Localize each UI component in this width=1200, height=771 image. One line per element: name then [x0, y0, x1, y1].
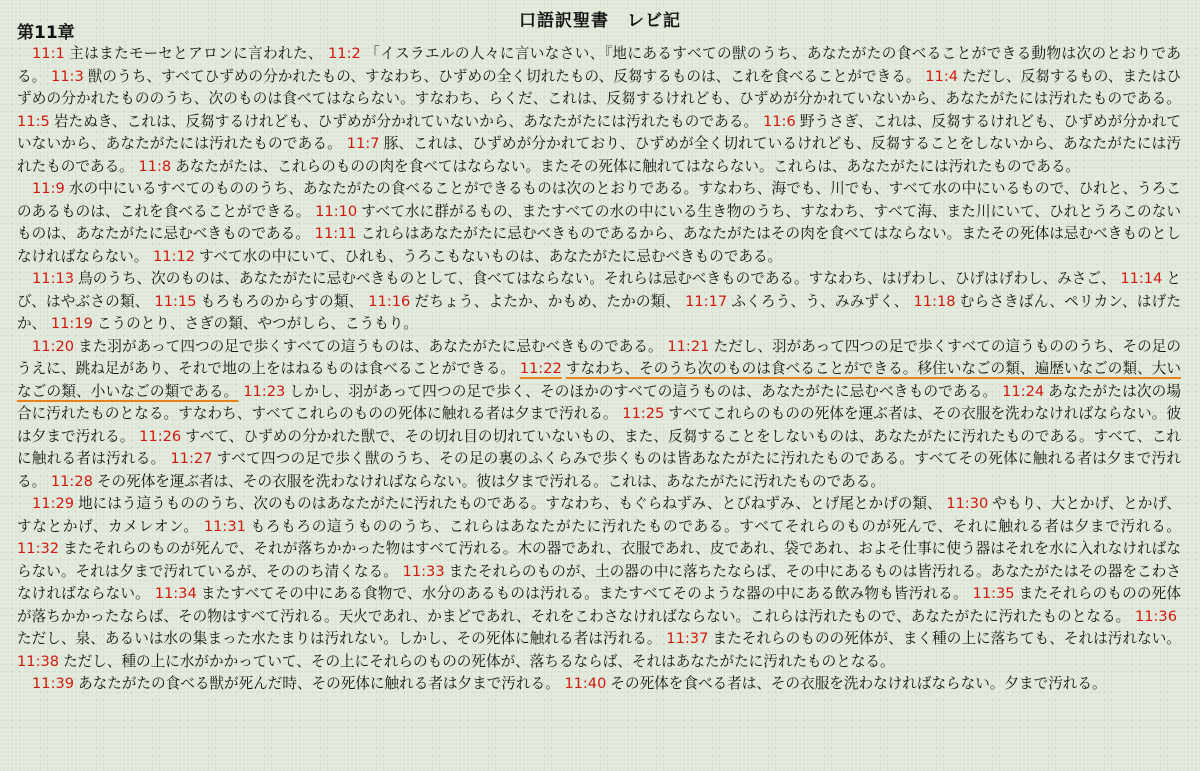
verse-text: だちょう、よたか、かもめ、たかの類、 — [414, 292, 681, 310]
verse-number[interactable]: 11:16 — [368, 292, 411, 310]
verse-number[interactable]: 11:13 — [32, 270, 75, 287]
verse-number[interactable]: 11:17 — [685, 292, 728, 310]
verse-number[interactable]: 11:6 — [762, 112, 796, 130]
verse — [32, 675, 560, 692]
verse-text: またそれらのものが、土の器の中に落ちたならば、その中にあるものは皆汚れる。あなたがたはその器をこわさなければならない。 — [17, 562, 1181, 602]
verse-number[interactable]: 11:36 — [1134, 607, 1177, 625]
verse-text: ふくろう、う、みみずく、 — [731, 292, 909, 310]
verse-number[interactable]: 11:7 — [346, 135, 380, 152]
verse-text: また羽があって四つの足で歩くすべての這うものは、あなたがたに忌むべきものである。 — [78, 337, 663, 355]
verse-text: すなわち、そのうち次のものは食べることができる。移住いなごの類、遍歴いなごの類、大いなごの類、小いなごの類である。 — [17, 360, 1181, 400]
verse-text: すべて四つの足で歩く獣のうち、その足の裏のふくらみで歩くものは皆あなたがたに汚れたものである。すべてその死体に触れる者は夕まで汚れる。 — [17, 450, 1181, 490]
verse — [17, 113, 758, 130]
verse-number[interactable]: 11:38 — [17, 652, 60, 670]
verse — [51, 68, 921, 85]
verse-number[interactable]: 11:8 — [138, 157, 172, 175]
verse-text: すべて水の中にいて、ひれも、うろこもないものは、あなたがたに忌むべきものである。 — [199, 247, 783, 265]
verse — [155, 585, 968, 602]
verse-number[interactable]: 11:37 — [666, 630, 709, 647]
verse-number[interactable]: 11:2 — [328, 45, 361, 62]
verse-number[interactable]: 11:5 — [17, 112, 50, 130]
verse-number[interactable]: 11:21 — [667, 337, 710, 355]
verse-number[interactable]: 11:20 — [32, 337, 75, 355]
verse-number[interactable]: 11:39 — [32, 675, 75, 692]
verse — [368, 293, 680, 310]
verse-number[interactable]: 11:33 — [402, 562, 445, 580]
verse-text: 野うさぎ、これは、反芻するけれども、ひずめが分かれていないから、あなたがたには汚れたものである。 — [17, 112, 1182, 152]
verse-text: すべてこれらのものの死体を運ぶ者は、その衣服を洗わなければならない。彼は夕まで汚れる。 — [17, 405, 1181, 445]
paragraph — [17, 268, 1181, 336]
verse-number[interactable]: 11:19 — [50, 315, 93, 332]
book-title: 口語訳聖書 レビ記 — [519, 11, 681, 31]
verse — [32, 338, 663, 355]
verse-number[interactable]: 11:4 — [925, 67, 959, 85]
verse-number[interactable]: 11:27 — [170, 450, 213, 467]
verse-text: しかし、羽があって四つの足で歩く、そのほかのすべての這うものは、あなたがたに忌むべきものである。 — [289, 382, 998, 400]
verse-text: その死体を食べる者は、その衣服を洗わなければならない。夕まで汚れる。 — [610, 675, 1107, 692]
verse-text: またそれらのものの死体が、まく種の上に落ちても、それは汚れない。 — [712, 630, 1182, 647]
verse — [32, 270, 1116, 287]
chapter-text — [17, 43, 1181, 696]
verse — [51, 315, 418, 332]
paragraph — [17, 178, 1181, 268]
verse — [666, 630, 1181, 647]
verse-text: すべて、ひずめの分かれた獣で、その切れ目の切れていないもの、また、反芻することをしないものは、あなたがたに汚れたものである。すべて、これに触れる者は汚れる。 — [17, 427, 1182, 467]
verse-text: またそれらのものが死んで、それが落ちかかった物はすべて汚れる。木の器であれ、衣服であれ、皮であれ、袋であれ、およそ仕事に使う器はそれを水に入れなければならない。それは夕まで汚れているが、そののち清くなる。 — [17, 540, 1181, 580]
verse-text: ただし、泉、あるいは水の集まった水たまりは汚れない。しかし、その死体に触れる者は汚れる。 — [17, 630, 662, 647]
paragraph — [17, 336, 1181, 494]
verse-text: 岩たぬき、これは、反芻するけれども、ひずめが分かれていないから、あなたがたには汚れたものである。 — [53, 112, 759, 130]
verse-number[interactable]: 11:31 — [203, 517, 246, 535]
verse-number[interactable]: 11:1 — [32, 45, 65, 62]
verse-text: その死体を運ぶ者は、その衣服を洗わなければならない。彼は夕まで汚れる。これは、あなたがたに汚れたものである。 — [96, 472, 885, 490]
verse-number[interactable]: 11:14 — [1120, 270, 1163, 287]
verse — [138, 158, 1080, 175]
verse-text: 水の中にいるすべてのもののうち、あなたがたの食べることができるものは次のとおりである。すなわち、海でも、川でも、すべて水の中にいるもので、ひれと、うろこのあるものは、これを食べることができる。 — [17, 180, 1181, 220]
chapter-heading: 第11章 — [17, 23, 75, 43]
verse-text: もろもろのからすの類、 — [200, 292, 364, 310]
verse-text: むらさきばん、ペリカン、はげたか、 — [17, 292, 1182, 332]
verse-text: 地にはう這うもののうち、次のものはあなたがたに汚れたものである。すなわち、もぐらねずみ、とびねずみ、とげ尾とかげの類、 — [78, 495, 942, 512]
verse-text: 主はまたモーセとアロンに言われた、 — [68, 45, 323, 62]
verse-number[interactable]: 11:24 — [1002, 382, 1045, 400]
verse-text: あなたがたは次の場合に汚れたものとなる。すなわち、すべてこれらのものの死体に触れる者は夕まで汚れる。 — [17, 382, 1181, 422]
verse-number[interactable]: 11:32 — [17, 540, 60, 557]
verse-text: ただし、種の上に水がかかっていて、その上にそれらのものの死体が、落ちるならば、それはあなたがたに汚れたものとなる。 — [63, 652, 895, 670]
verse-number[interactable]: 11:34 — [154, 585, 197, 602]
verse-text: あなたがたの食べる獣が死んだ時、その死体に触れる者は夕まで汚れる。 — [78, 675, 560, 692]
verse-text: やもり、大とかげ、とかげ、すなとかげ、カメレオン。 — [17, 495, 1181, 535]
verse-text: もろもろの這うもののうち、これらはあなたがたに汚れたものである。すべてそれらのものが死んで、それに触れる者は夕まで汚れる。 — [249, 517, 1182, 535]
verse-number[interactable]: 11:18 — [913, 292, 956, 310]
verse-text: またそれらのものの死体が落ちかかったならば、その物はすべて汚れる。天火であれ、かまどであれ、それをこわさなければならない。これらは汚れたもので、あなたがたに汚れたものとなる。 — [17, 585, 1181, 625]
verse-text: 「イスラエルの人々に言いなさい、『地にあるすべての獣のうち、あなたがたの食べることができる動物は次のとおりである。 — [17, 45, 1181, 85]
verse — [17, 653, 895, 670]
verse-number[interactable]: 11:3 — [50, 67, 84, 85]
verse — [154, 293, 363, 310]
verse-number[interactable]: 11:29 — [32, 495, 75, 512]
verse-number[interactable]: 11:15 — [154, 292, 197, 310]
verse-text: 獣のうち、すべてひずめの分かれたもの、すなわち、ひずめの全く切れたもの、反芻するものは、これを食べることができる。 — [87, 67, 921, 85]
verse-text: これらはあなたがたに忌むべきものであるから、あなたがたはその肉を食べてはならない。またその死体は忌むべきものとしなければならない。 — [17, 225, 1181, 265]
verse-number[interactable]: 11:25 — [622, 405, 665, 422]
verse — [32, 45, 323, 62]
verse-text: ただし、羽があって四つの足で歩くすべての這うもののうち、その足のうえに、跳ね足があり、それで地の上をはねるものは食べることができる。 — [17, 337, 1181, 377]
verse-text: 豚、これは、ひずめが分かれており、ひずめが全く切れているけれども、反芻することをしないから、あなたがたには汚れたものである。 — [17, 135, 1181, 175]
verse-text: とび、はやぶさの類、 — [17, 270, 1181, 310]
verse — [204, 518, 1181, 535]
paragraph — [17, 493, 1181, 673]
verse — [564, 675, 1106, 692]
verse-number[interactable]: 11:40 — [564, 675, 607, 692]
verse-number[interactable]: 11:11 — [314, 225, 357, 242]
verse-text: ただし、反芻するもの、またはひずめの分かれたもののうち、次のものは食べてはならない。すなわち、らくだ、これは、反芻するけれども、ひずめが分かれていないから、あなたがたには汚れたものである。 — [17, 67, 1182, 107]
verse-number[interactable]: 11:23 — [243, 382, 286, 400]
verse — [51, 473, 885, 490]
verse-number[interactable]: 11:26 — [139, 427, 182, 445]
verse-number[interactable]: 11:35 — [972, 585, 1015, 602]
verse-number[interactable]: 11:30 — [946, 495, 989, 512]
verse — [153, 248, 782, 265]
verse-number[interactable]: 11:28 — [50, 472, 93, 490]
verse-number[interactable]: 11:12 — [153, 247, 196, 265]
verse — [685, 293, 909, 310]
paragraph — [17, 673, 1181, 696]
verse-number[interactable]: 11:10 — [315, 202, 358, 220]
verse-text: すべて水に群がるもの、またすべての水の中にいる生き物のうち、すなわち、すべて海、また川にいて、ひれとうろこのないものは、あなたがたに忌むべきものである。 — [17, 202, 1181, 242]
verse — [32, 495, 942, 512]
verse-text: あなたがたは、これらのものの肉を食べてはならない。またその死体に触れてはならない。これらは、あなたがたには汚れたものである。 — [175, 157, 1081, 175]
verse-text: 鳥のうち、次のものは、あなたがたに忌むべきものとして、食べてはならない。それらは忌むべきものである。すなわち、はげわし、ひげはげわし、みさご、 — [78, 270, 1116, 287]
verse-number[interactable]: 11:22 — [519, 360, 562, 377]
paragraph — [17, 43, 1181, 178]
verse-number[interactable]: 11:9 — [32, 180, 65, 197]
verse-text: こうのとり、さぎの類、やつがしら、こうもり。 — [96, 315, 418, 332]
verse-text: またすべてその中にある食物で、水分のあるものは汚れる。またすべてそのような器の中にある飲み物も皆汚れる。 — [200, 585, 968, 602]
verse — [243, 383, 997, 400]
